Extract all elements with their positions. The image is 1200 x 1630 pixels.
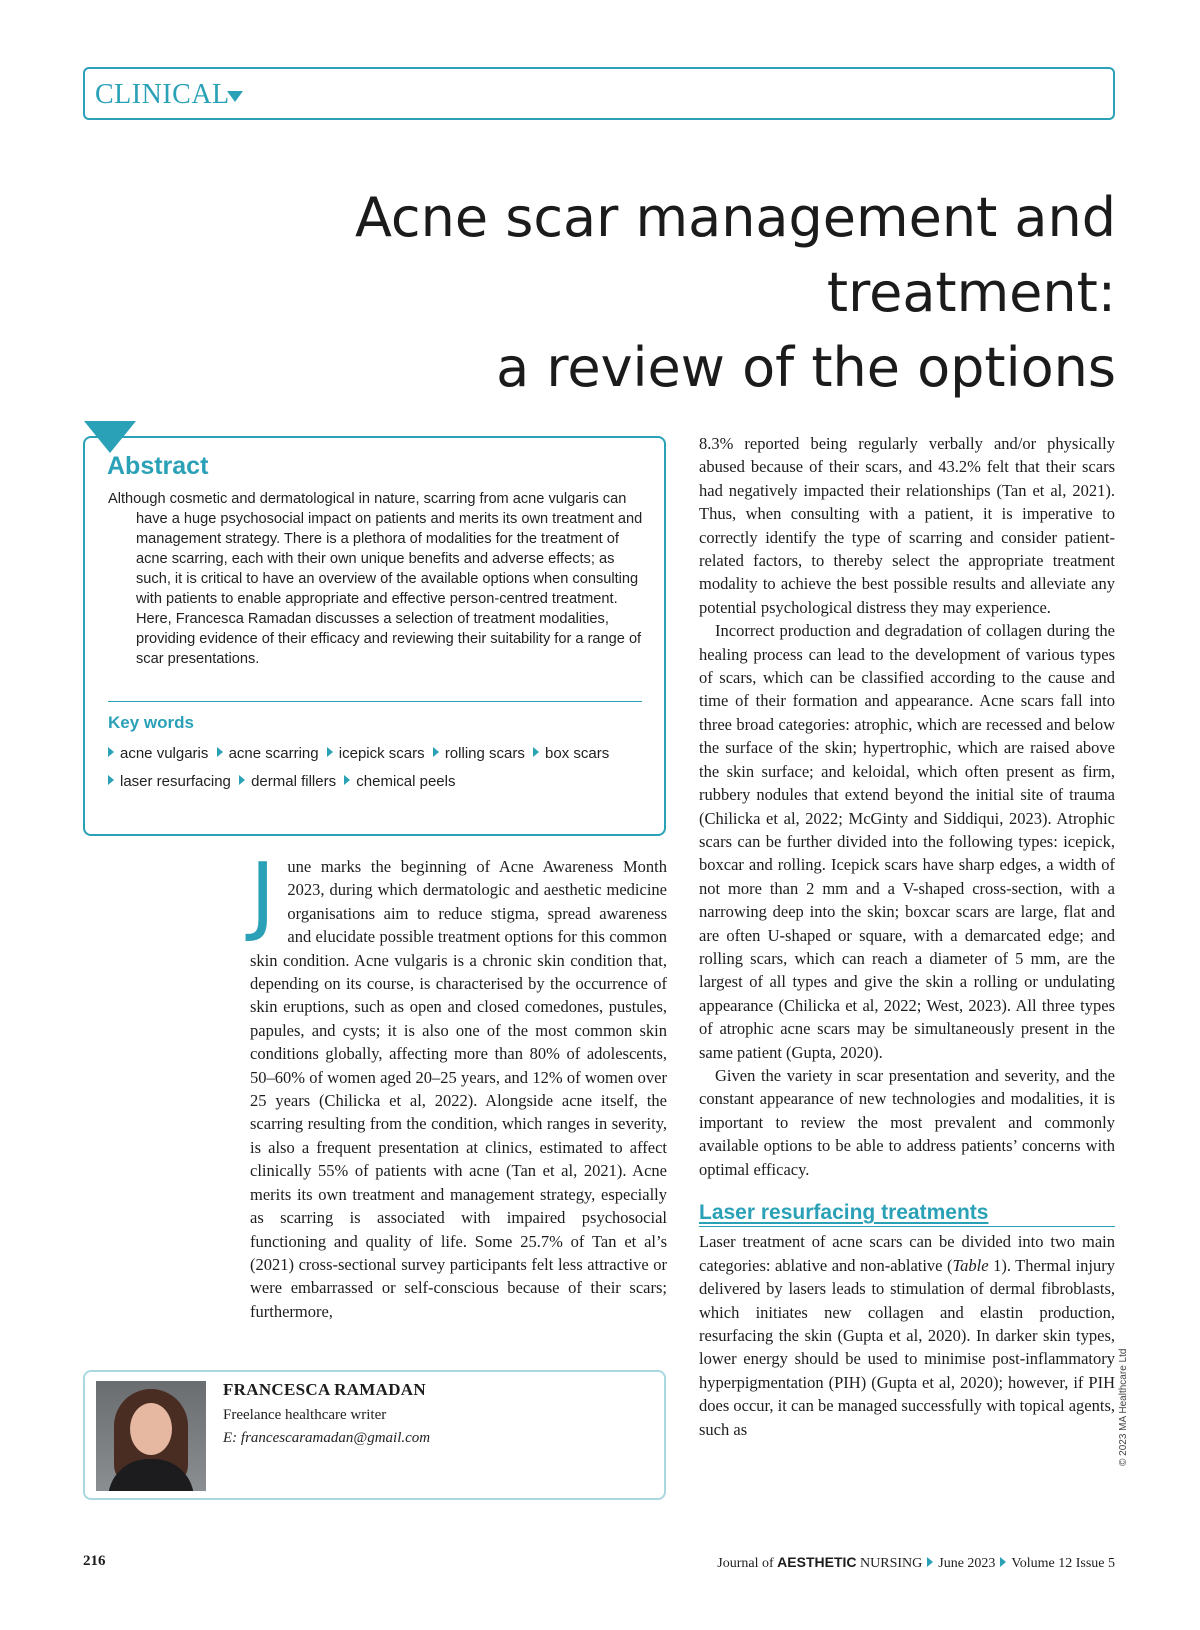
body-paragraph: Given the variety in scar presentation and severity, and the constant appearance of new technologies and modalities, it is important to review the most prevalent and commonly available options to be able to address patients’ concerns with optimal efficacy. (699, 1065, 1115, 1179)
keyword: acne vulgaris (108, 740, 208, 768)
author-photo (96, 1381, 206, 1491)
volume-issue: Volume 12 Issue 5 (1011, 1556, 1115, 1571)
journal-name-prefix: Journal of (717, 1556, 774, 1571)
body-column-left (250, 845, 667, 1323)
keyword: chemical peels (344, 768, 455, 796)
keywords-list (108, 740, 648, 796)
body-paragraph: une marks the beginning of Acne Awareness Month 2023, during which dermatologic and aesthetic medicine organisations aim to reduce stigma, spread awareness and elucidate possible treatment options for this common skin condition. Acne vulgaris is a chronic skin condition that, depending on its course, is characterised by the occurrence of skin eruptions, such as open and closed comedones, pustules, papules, and cysts; it is also one of the most common skin conditions globally, affecting more than 80% of adolescents, 50–60% of women aged 20–25 years, and 12% of women over 25 years (Chilicka et al, 2022). Alongside acne itself, the scarring resulting from the condition, which ranges in severity, is also a frequent presentation at clinics, estimated to affect clinically 55% of patients with acne (Tan et al, 2021). Acne merits its own treatment and management strategy, especially as scarring is associated with impaired psychosocial functioning and quality of life. Some 25.7% of Tan et al’s (2021) cross-sectional survey participants felt less attractive or were embarrassed or self-conscious because of their scars; furthermore, (250, 857, 667, 1321)
abstract-flag-icon (84, 421, 136, 453)
abstract-text: Although cosmetic and dermatological in nature, scarring from acne vulgaris can have a huge psychosocial impact on patients and merits its own treatment and management strategy. There is a plethora of modalities for the treatment of acne scarring, each with their own unique benefits and adverse effects; as such, it is critical to have an overview of the available options when consulting with patients to enable appropriate and effective person-centred treatment. Here, Francesca Ramadan discusses a selection of treatment modalities, providing evidence of their efficacy and reviewing their suitability for a range of scar presentations. (108, 491, 643, 667)
body-text: Laser treatment of acne scars can be divided into two main categories: ablative and non-ablative ( (699, 1232, 1115, 1275)
journal-name-suffix: NURSING (860, 1556, 923, 1571)
keyword: dermal fillers (239, 768, 336, 796)
abstract-divider (108, 701, 642, 702)
page-number: 216 (83, 1553, 106, 1569)
title-line-2: a review of the options (496, 336, 1116, 399)
body-paragraph: 8.3% reported being regularly verbally and/or physically abused because of their scars, and 43.2% felt that their scars had negatively impacted their relationships (Tan et al, 2021). Thus, when consulting with a patient, it is imperative to correctly identify the type of scarring and consider patient-related factors, to thereby select the appropriate treatment modality to achieve the best possible results and alleviate any potential psychological distress they may experience. (699, 434, 1115, 617)
abstract-heading: Abstract (107, 452, 209, 480)
arrow-right-icon (927, 1557, 933, 1567)
section-label: CLINICAL (95, 79, 230, 110)
caret-down-icon (227, 91, 243, 102)
issue-date: June 2023 (938, 1556, 996, 1571)
drop-cap: J (250, 845, 276, 945)
author-name: FRANCESCA RAMADAN (223, 1380, 426, 1399)
body-text: 1). Thermal injury delivered by lasers leads to stimulation of dermal fibroblasts, which initiates new collagen and elastin production, resurfacing the skin (Gupta et al, 2020). In darker skin types, lower energy should be used to minimise post-inflammatory hyperpigmentation (PIH) (Gupta et al, 2020); however, if PIH does occur, it can be managed successfully with topical agents, such as (699, 1255, 1115, 1439)
section-subheading: Laser resurfacing treatments (699, 1201, 1115, 1227)
keyword: box scars (533, 740, 609, 768)
author-email: E: francescaramadan@gmail.com (223, 1430, 431, 1446)
copyright-notice: © 2023 MA Healthcare Ltd (1118, 1348, 1129, 1466)
keyword: acne scarring (217, 740, 319, 768)
article-title (116, 180, 1116, 405)
body-column-right (699, 432, 1115, 1441)
keyword: laser resurfacing (108, 768, 231, 796)
keywords-heading: Key words (108, 713, 194, 732)
table-reference: Table (952, 1255, 989, 1275)
body-paragraph: Incorrect production and degradation of collagen during the healing process can lead to the development of various types of scars, which can be classified according to the cause and time of their formation and appearance. Acne scars fall into three broad categories: atrophic, which are recessed and below the surface of the skin; hypertrophic, which are raised above the skin surface; and keloidal, which often present as firm, rubbery nodules that extend beyond the initial site of trauma (Chilicka et al, 2022; McGinty and Siddiqui, 2023). Atrophic scars can be further divided into the following types: icepick, boxcar and rolling. Icepick scars have sharp edges, a width of not more than 2 mm and a V-shaped cross-section, with a narrowing deep into the skin; boxcar scars are large, flat and are often U-shaped or square, with a demarcated edge; and rolling scars, which can reach a diameter of 5 mm, are the largest of all types and give the skin a rolling or undulating appearance (Chilicka et al, 2022; West, 2023). All three types of atrophic acne scars may be simultaneously present in the same patient (Gupta, 2020). (699, 621, 1115, 1062)
keyword: icepick scars (327, 740, 425, 768)
body-paragraph (699, 1230, 1115, 1441)
author-role: Freelance healthcare writer (223, 1407, 387, 1423)
journal-name-brand: AESTHETIC (777, 1554, 857, 1570)
title-line-1: Acne scar management and treatment: (354, 186, 1116, 324)
journal-footer (717, 1554, 1115, 1572)
arrow-right-icon (1000, 1557, 1006, 1567)
keyword: rolling scars (433, 740, 525, 768)
section-header (83, 67, 1115, 120)
